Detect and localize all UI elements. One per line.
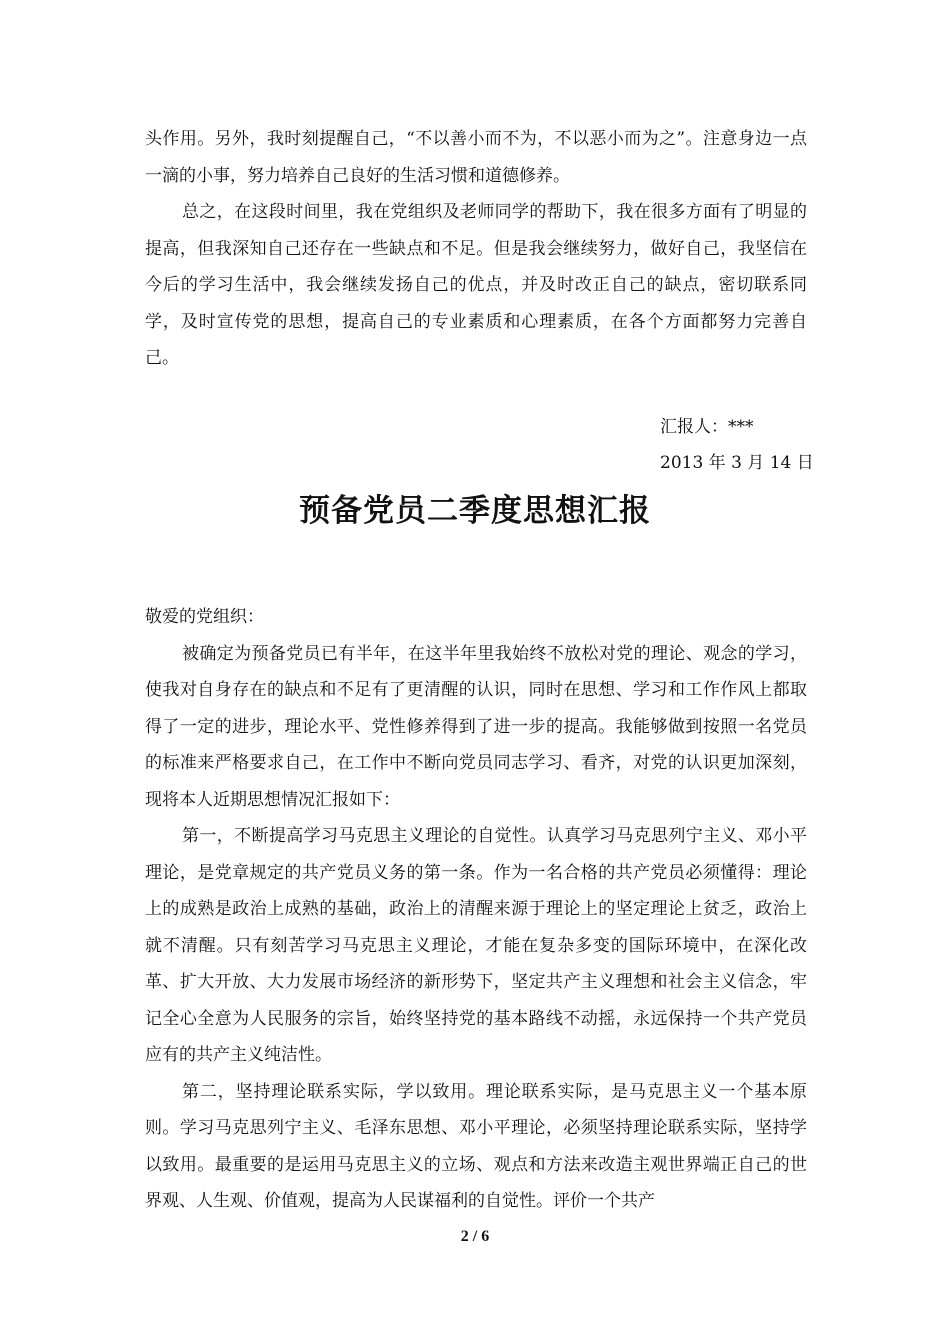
paragraph-continuation: 头作用。另外，我时刻提醒自己，“不以善小而不为，不以恶小而为之”。注意身边一点一滴的小事，努力培养自己良好的生活习惯和道德修养。 xyxy=(145,129,807,186)
paragraph-conclusion: 总之，在这段时间里，我在党组织及老师同学的帮助下，我在很多方面有了明显的提高，但我深知自己还存在一些缺点和不足。但是我会继续努力，做好自己，我坚信在今后的学习生活中，我会继续发扬自己的优点，并及时改正自己的缺点，密切联系同学，及时宣传党的思想，提高自己的专业素质和心理素质，在各个方面都努力完善自己。 xyxy=(145,202,807,368)
document-title: 预备党员二季度思想汇报 xyxy=(299,493,651,529)
reporter-signature: 汇报人：*** xyxy=(660,417,754,437)
report-body xyxy=(145,599,807,1220)
salutation: 敬爱的党组织： xyxy=(145,607,264,627)
previous-section-text xyxy=(145,121,807,377)
page-number: 2 / 6 xyxy=(460,1228,490,1245)
paragraph-point-two: 第二，坚持理论联系实际，学以致用。理论联系实际，是马克思主义一个基本原则。学习马克思列宁主义、毛泽东思想、邓小平理论，必须坚持理论联系实际，坚持学以致用。最重要的是运用马克思主义的立场、观点和方法来改造主观世界端正自己的世界观、人生观、价值观，提高为人民谋福利的自觉性。评价一个共产 xyxy=(145,1081,807,1211)
paragraph-point-one: 第一，不断提高学习马克思主义理论的自觉性。认真学习马克思列宁主义、邓小平理论，是党章规定的共产党员义务的第一条。作为一名合格的共产党员必须懂得：理论上的成熟是政治上成熟的基础，政治上的清醒来源于理论上的坚定理论上贫乏，政治上就不清醒。只有刻苦学习马克思主义理论，才能在复杂多变的国际环境中，在深化改革、扩大开放、大力发展市场经济的新形势下，坚定共产主义理想和社会主义信念，牢记全心全意为人民服务的宗旨，始终坚持党的基本路线不动摇，永远保持一个共产党员应有的共产主义纯洁性。 xyxy=(145,826,807,1065)
paragraph-intro: 被确定为预备党员已有半年，在这半年里我始终不放松对党的理论、观念的学习，使我对自身存在的缺点和不足有了更清醒的认识，同时在思想、学习和工作作风上都取得了一定的进步，理论水平、党性修养得到了进一步的提高。我能够做到按照一名党员的标准来严格要求自己，在工作中不断向党员同志学习、看齐，对党的认识更加深刻，现将本人近期思想情况汇报如下： xyxy=(145,643,807,810)
report-date: 2013 年 3 月 14 日 xyxy=(660,453,814,473)
